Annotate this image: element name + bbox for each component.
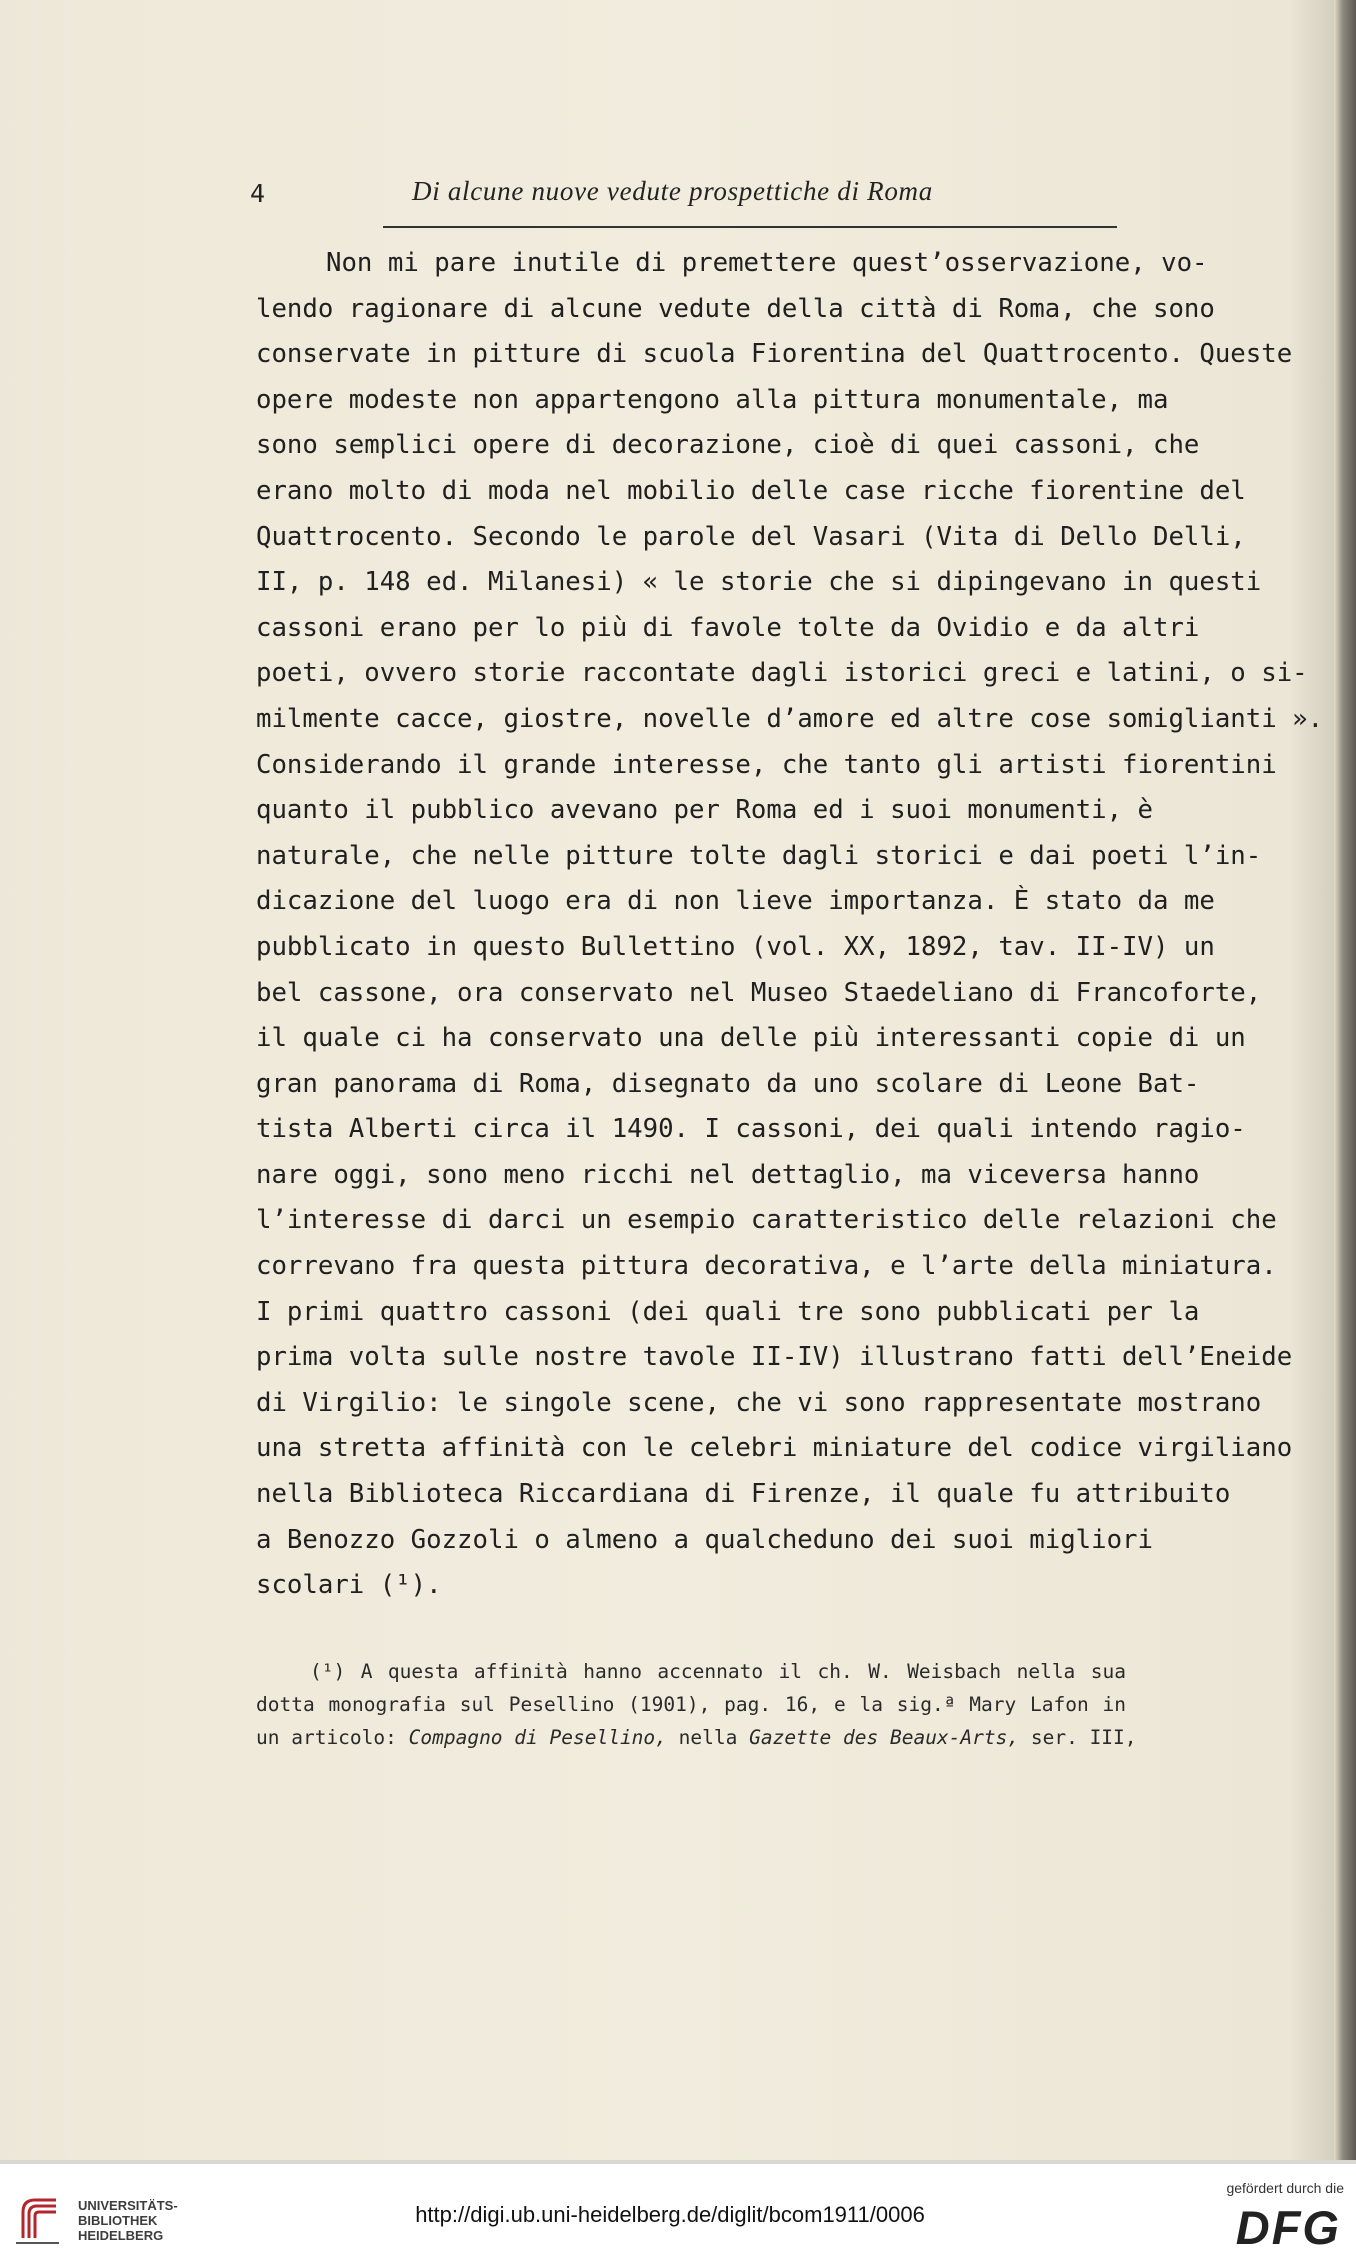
body-line: il quale ci ha conservato una delle più interessanti copie di un <box>256 1023 1246 1054</box>
body-line: Considerando il grande interesse, che tanto gli artisti fiorentini <box>256 749 1277 780</box>
viewer-footer <box>0 2164 1356 2264</box>
body-line: quanto il pubblico avevano per Roma ed i suoi monumenti, è <box>256 795 1153 826</box>
body-line: dicazione del luogo era di non lieve importanza. È stato da me <box>256 886 1215 917</box>
header-rule <box>383 226 1117 228</box>
body-line: a Benozzo Gozzoli o almeno a qualcheduno dei suoi migliori <box>256 1524 1153 1555</box>
body-line: milmente cacce, giostre, novelle d’amore ed altre cose somiglianti ». <box>256 703 1324 734</box>
library-name-line: UNIVERSITÄTS- <box>78 2198 178 2213</box>
sponsor-label: gefördert durch die <box>1226 2180 1344 2196</box>
body-line: I primi quattro cassoni (dei quali tre sono pubblicati per la <box>256 1296 1200 1327</box>
footnote-line <box>256 1721 1137 1754</box>
body-line: bel cassone, ora conservato nel Museo Staedeliano di Francoforte, <box>256 977 1262 1008</box>
footnote-line: dotta monografia sul Pesellino (1901), pag. 16, e la sig.ª Mary Lafon in <box>256 1693 1126 1716</box>
permalink-url[interactable]: http://digi.ub.uni-heidelberg.de/diglit/bcom1911/0006 <box>415 2202 925 2227</box>
body-line: pubblicato in questo Bullettino (vol. XX, 1892, tav. II-IV) un <box>256 931 1215 962</box>
body-line: II, p. 148 ed. Milanesi) « le storie che si dipingevano in questi <box>256 567 1262 598</box>
footnote-text: ser. III, <box>1019 1726 1137 1749</box>
body-text <box>256 241 1324 1609</box>
body-line: cassoni erano per lo più di favole tolte da Ovidio e da altri <box>256 612 1200 643</box>
body-line: Non mi pare inutile di premettere quest’osservazione, vo- <box>326 248 1208 278</box>
footnote-article-title: Compagno di Pesellino, <box>408 1726 667 1749</box>
library-name <box>78 2198 178 2243</box>
footnote-journal-title: Gazette des Beaux-Arts, <box>749 1726 1020 1749</box>
footnote-text: nella <box>666 1726 750 1749</box>
body-line: nare oggi, sono meno ricchi nel dettaglio, ma viceversa hanno <box>256 1159 1200 1190</box>
footnote-line: (¹) A questa affinità hanno accennato il ch. W. Weisbach nella sua <box>310 1660 1126 1683</box>
dfg-logo: DFG <box>1235 2201 1341 2254</box>
body-line: nella Biblioteca Riccardiana di Firenze, il quale fu attribuito <box>256 1479 1231 1510</box>
running-head <box>250 176 1118 216</box>
footnote-text: un articolo: <box>256 1726 409 1749</box>
library-name-line: HEIDELBERG <box>78 2228 164 2243</box>
page-number: 4 <box>250 179 266 208</box>
body-line: scolari (¹). <box>256 1570 442 1601</box>
body-line: gran panorama di Roma, disegnato da uno scolare di Leone Bat- <box>256 1068 1200 1099</box>
ub-heidelberg-logo-icon <box>13 2190 69 2248</box>
body-line: opere modeste non appartengono alla pittura monumentale, ma <box>256 384 1169 415</box>
body-line: conservate in pitture di scuola Fiorentina del Quattrocento. Queste <box>256 339 1293 370</box>
footnote <box>256 1655 1137 1754</box>
library-name-line: BIBLIOTHEK <box>78 2213 158 2228</box>
body-line: Quattrocento. Secondo le parole del Vasari (Vita di Dello Delli, <box>256 521 1246 552</box>
body-line: l’interesse di darci un esempio caratteristico delle relazioni che <box>256 1205 1277 1236</box>
body-line: di Virgilio: le singole scene, che vi sono rappresentate mostrano <box>256 1387 1262 1418</box>
body-line: erano molto di moda nel mobilio delle case ricche fiorentine del <box>256 475 1246 506</box>
body-line: poeti, ovvero storie raccontate dagli istorici greci e latini, o si- <box>256 658 1308 689</box>
body-line: sono semplici opere di decorazione, cioè di quei cassoni, che <box>256 430 1200 461</box>
body-line: prima volta sulle nostre tavole II-IV) illustrano fatti dell’Eneide <box>256 1342 1293 1373</box>
body-line: una stretta affinità con le celebri miniature del codice virgiliano <box>256 1433 1293 1464</box>
body-line: correvano fra questa pittura decorativa, e l’arte della miniatura. <box>256 1251 1277 1282</box>
body-line: lendo ragionare di alcune vedute della città di Roma, che sono <box>256 293 1215 324</box>
body-line: naturale, che nelle pitture tolte dagli storici e dai poeti l’in- <box>256 840 1262 871</box>
body-line: tista Alberti circa il 1490. I cassoni, dei quali intendo ragio- <box>256 1114 1246 1145</box>
running-title: Di alcune nuove vedute prospettiche di Roma <box>412 176 933 206</box>
page-edge-shadow <box>1334 0 1356 2160</box>
